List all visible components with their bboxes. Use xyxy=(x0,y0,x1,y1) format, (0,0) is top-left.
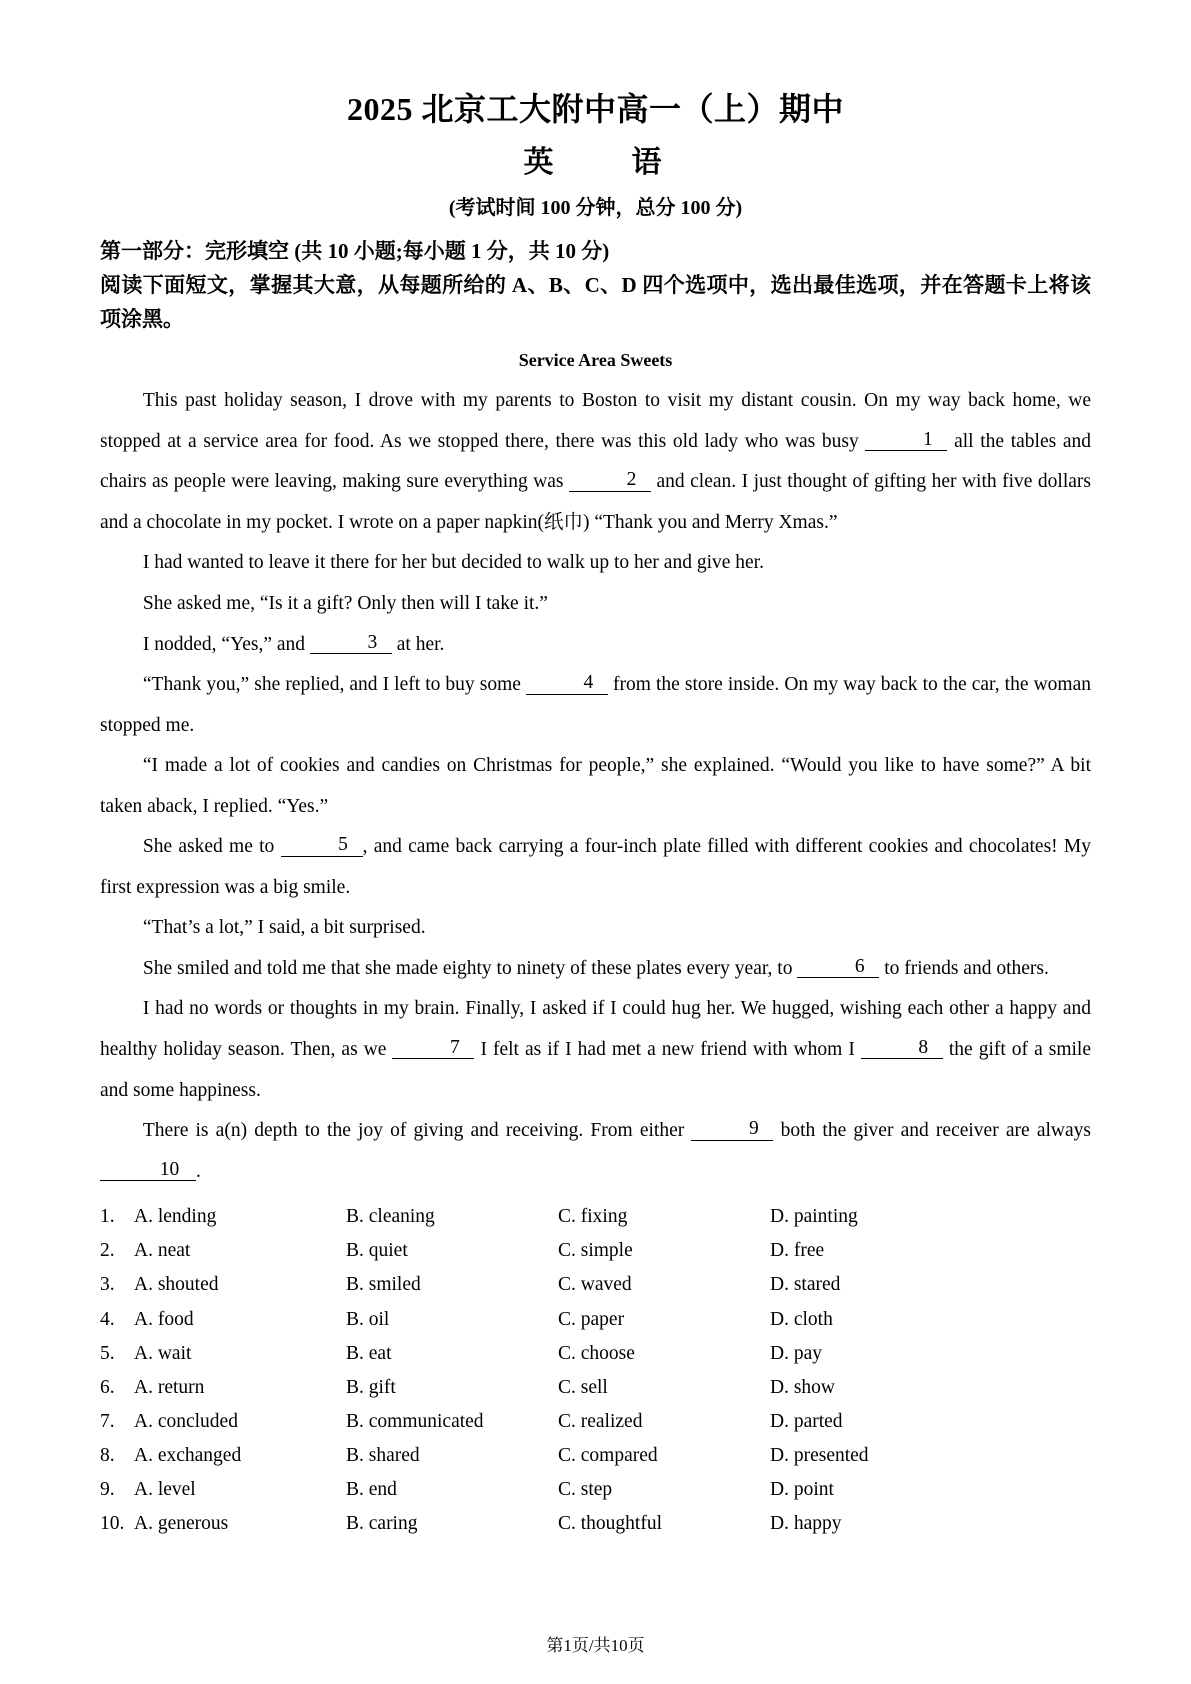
passage-text: She smiled and told me that she made eighty to ninety of these plates every year, to xyxy=(142,957,798,979)
answer-blank-2[interactable]: 2 xyxy=(569,470,651,491)
answer-blank-6[interactable]: 6 xyxy=(797,957,879,978)
option-choice-d[interactable]: D. pay xyxy=(770,1342,822,1364)
passage-text: I had wanted to leave it there for her but decided to walk up to her and give her. xyxy=(142,552,764,574)
answer-blank-8[interactable]: 8 xyxy=(861,1038,943,1059)
option-choice-d[interactable]: D. free xyxy=(770,1240,825,1262)
passage-paragraph xyxy=(100,949,1091,990)
option-question-number: 2. xyxy=(100,1240,115,1262)
option-choice-b[interactable]: B. quiet xyxy=(346,1240,408,1262)
option-choice-d[interactable]: D. point xyxy=(770,1479,834,1501)
passage-text: all the tables and chairs as people were leaving, making sure everything was xyxy=(100,430,1092,493)
option-row xyxy=(100,1473,1091,1507)
option-choice-b[interactable]: B. cleaning xyxy=(346,1206,435,1228)
option-choice-c[interactable]: C. realized xyxy=(558,1410,643,1432)
option-choice-d[interactable]: D. show xyxy=(770,1376,836,1398)
option-row xyxy=(100,1507,1091,1541)
passage-paragraph xyxy=(100,989,1091,1111)
option-row xyxy=(100,1268,1091,1302)
passage-paragraph xyxy=(100,584,1091,625)
page-title: 2025 北京工大附中高一（上）期中 xyxy=(346,91,844,127)
passage-text: “I made a lot of cookies and candies on Christmas for people,” she explained. “Would you like to have some?” A bit taken aback, I replied. “Yes.” xyxy=(100,755,1091,817)
option-choice-a[interactable]: A. generous xyxy=(134,1513,229,1535)
passage-text: the gift of a smile and some happiness. xyxy=(100,1038,1091,1101)
option-choice-c[interactable]: C. paper xyxy=(558,1308,625,1330)
option-row xyxy=(100,1337,1091,1371)
answer-blank-4[interactable]: 4 xyxy=(526,673,608,694)
option-choice-b[interactable]: B. communicated xyxy=(346,1410,484,1432)
option-choice-a[interactable]: A. return xyxy=(134,1376,205,1398)
passage-text: She asked me, “Is it a gift? Only then will I take it.” xyxy=(142,592,548,614)
passage-text: , and came back carrying a four-inch plate filled with different cookies and chocolates! My first expression was a big smile. xyxy=(100,836,1092,898)
passage-paragraph xyxy=(100,908,1091,949)
passage-text: “That’s a lot,” I said, a bit surprised. xyxy=(142,917,426,939)
subject-title: 英 语 xyxy=(523,146,668,180)
option-choice-c[interactable]: C. waved xyxy=(558,1274,632,1296)
section-heading: 第一部分：完形填空 (共 10 小题;每小题 1 分，共 10 分) xyxy=(100,239,610,264)
passage-text: I felt as if I had met a new friend with whom I xyxy=(474,1038,861,1060)
passage-text: I had no words or thoughts in my brain. Finally, I asked if I could hug her. We hugged, wishing each other a happy and healthy holiday season. Then, as we xyxy=(100,998,1091,1060)
option-choice-b[interactable]: B. shared xyxy=(346,1445,420,1467)
option-row xyxy=(100,1200,1091,1234)
passage-text: to friends and others. xyxy=(879,957,1049,979)
passage-title: Service Area Sweets xyxy=(518,350,673,371)
option-row xyxy=(100,1234,1091,1268)
option-choice-c[interactable]: C. compared xyxy=(558,1445,658,1467)
passage-text: I nodded, “Yes,” and xyxy=(142,633,310,655)
option-choice-d[interactable]: D. happy xyxy=(770,1513,842,1535)
passage-paragraph xyxy=(100,1111,1091,1192)
option-choice-a[interactable]: A. concluded xyxy=(134,1410,238,1432)
passage-text: at her. xyxy=(391,633,445,655)
option-choice-d[interactable]: D. presented xyxy=(770,1445,869,1467)
option-choice-c[interactable]: C. choose xyxy=(558,1342,635,1364)
section-directions: 阅读下面短文，掌握其大意，从每题所给的 A、B、C、D 四个选项中，选出最佳选项，并在答题卡上将该项涂黑。 xyxy=(100,273,1091,332)
option-choice-b[interactable]: B. eat xyxy=(346,1342,392,1364)
option-choice-c[interactable]: C. simple xyxy=(558,1240,633,1262)
passage-body xyxy=(100,381,1091,1192)
option-choice-a[interactable]: A. exchanged xyxy=(134,1445,242,1467)
answer-blank-9[interactable]: 9 xyxy=(691,1119,773,1140)
option-choice-a[interactable]: A. food xyxy=(134,1308,194,1330)
passage-paragraph xyxy=(100,665,1091,746)
passage-text: both the giver and receiver are always xyxy=(773,1120,1091,1142)
option-choice-a[interactable]: A. level xyxy=(134,1479,196,1501)
exam-info: (考试时间 100 分钟，总分 100 分) xyxy=(448,197,743,220)
answer-blank-5[interactable]: 5 xyxy=(281,835,363,856)
options-list xyxy=(100,1200,1091,1541)
option-choice-c[interactable]: C. thoughtful xyxy=(558,1513,663,1535)
passage-paragraph xyxy=(100,381,1091,543)
passage-text: This past holiday season, I drove with my parents to Boston to visit my distant cousin. On my way back home, we stopped at a service area for food. As we stopped there, there was this old lady who was busy xyxy=(100,390,1091,452)
option-question-number: 6. xyxy=(100,1376,115,1398)
option-question-number: 5. xyxy=(100,1342,115,1364)
option-question-number: 8. xyxy=(100,1445,115,1467)
option-choice-b[interactable]: B. oil xyxy=(346,1308,390,1330)
option-choice-c[interactable]: C. sell xyxy=(558,1376,608,1398)
option-choice-c[interactable]: C. step xyxy=(558,1479,613,1501)
option-choice-b[interactable]: B. end xyxy=(346,1479,397,1501)
option-choice-d[interactable]: D. stared xyxy=(770,1274,841,1296)
option-question-number: 7. xyxy=(100,1410,115,1432)
page-footer: 第1页/共10页 xyxy=(546,1636,645,1655)
answer-blank-1[interactable]: 1 xyxy=(865,430,947,451)
option-question-number: 3. xyxy=(100,1274,115,1296)
answer-blank-7[interactable]: 7 xyxy=(392,1038,474,1059)
option-question-number: 9. xyxy=(100,1479,115,1501)
option-choice-d[interactable]: D. parted xyxy=(770,1410,843,1432)
passage-paragraph xyxy=(100,746,1091,827)
option-choice-d[interactable]: D. painting xyxy=(770,1206,858,1228)
option-choice-a[interactable]: A. lending xyxy=(134,1206,217,1228)
option-choice-b[interactable]: B. gift xyxy=(346,1376,396,1398)
passage-paragraph xyxy=(100,543,1091,584)
passage-paragraph xyxy=(100,827,1091,908)
option-question-number: 1. xyxy=(100,1206,115,1228)
option-choice-b[interactable]: B. caring xyxy=(346,1513,418,1535)
passage-text: She asked me to xyxy=(142,836,281,858)
answer-blank-10[interactable]: 10 xyxy=(100,1160,196,1181)
option-choice-a[interactable]: A. wait xyxy=(134,1342,192,1364)
passage-text: from the store inside. On my way back to the car, the woman stopped me. xyxy=(100,674,1091,736)
passage-text: . xyxy=(196,1160,201,1182)
option-row xyxy=(100,1371,1091,1405)
option-row xyxy=(100,1303,1091,1337)
option-row xyxy=(100,1439,1091,1473)
passage-text: and clean. I just thought of gifting her with five dollars and a chocolate in my pocket. I wrote on a paper napkin(纸巾) “Thank you and Merry Xmas.” xyxy=(100,471,1091,533)
option-question-number: 4. xyxy=(100,1308,115,1330)
passage-text: “Thank you,” she replied, and I left to buy some xyxy=(142,674,526,696)
option-choice-d[interactable]: D. cloth xyxy=(770,1308,833,1330)
passage-paragraph xyxy=(100,625,1091,666)
answer-blank-3[interactable]: 3 xyxy=(310,633,392,654)
option-choice-c[interactable]: C. fixing xyxy=(558,1206,628,1228)
passage-text: There is a(n) depth to the joy of giving and receiving. From either xyxy=(142,1120,692,1142)
option-choice-a[interactable]: A. shouted xyxy=(134,1274,219,1296)
option-choice-a[interactable]: A. neat xyxy=(134,1240,191,1262)
option-row xyxy=(100,1405,1091,1439)
option-question-number: 10. xyxy=(100,1513,125,1535)
option-choice-b[interactable]: B. smiled xyxy=(346,1274,421,1296)
